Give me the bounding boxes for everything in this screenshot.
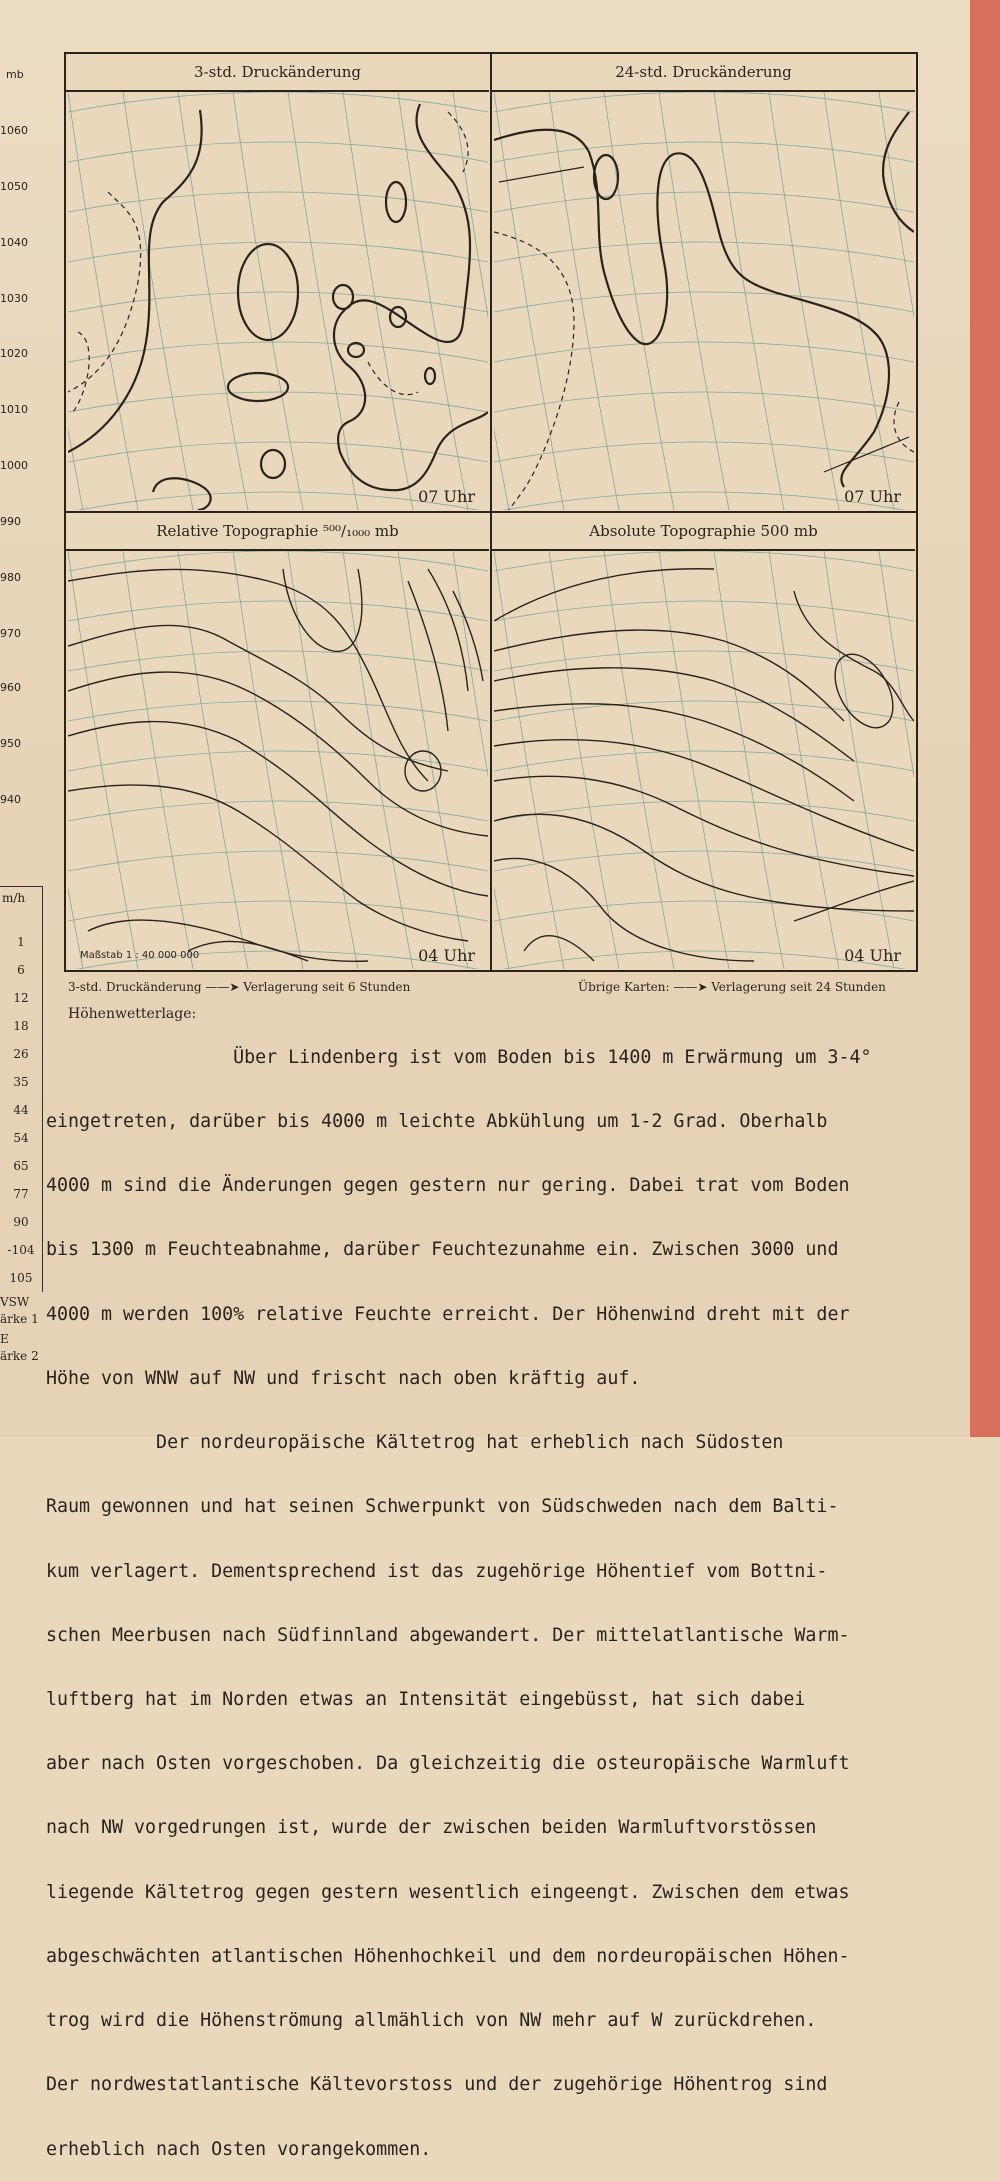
map-graticule bbox=[494, 551, 914, 969]
meridian-line bbox=[549, 551, 619, 969]
meridian-line bbox=[288, 551, 358, 969]
meridian-line bbox=[714, 551, 784, 969]
meridian-line bbox=[604, 92, 674, 510]
map-time: 04 Uhr bbox=[418, 946, 475, 965]
meridian-line bbox=[494, 92, 564, 510]
meridian-line bbox=[659, 551, 729, 969]
wind-row: 1 bbox=[17, 935, 25, 949]
meridian-line bbox=[68, 551, 138, 969]
parallel-line bbox=[494, 392, 914, 412]
meridian-line bbox=[714, 92, 784, 510]
text-line: eingetreten, darüber bis 4000 m leichte Abkühlung um 1-2 Grad. Oberhalb bbox=[46, 1111, 828, 1133]
text-line: 4000 m sind die Änderungen gegen gestern nur gering. Dabei trat vom Boden bbox=[46, 1175, 850, 1197]
text-line: luftberg hat im Norden etwas an Intensität eingebüsst, hat sich dabei bbox=[46, 1689, 806, 1710]
text-line: liegende Kältetrog gegen gestern wesentlich eingeengt. Zwischen dem etwas bbox=[46, 1881, 850, 1903]
text-line: Über Lindenberg ist vom Boden bis 1400 m Erwärmung um 3-4° bbox=[46, 1046, 872, 1068]
scale-tick: 1000 bbox=[0, 459, 28, 472]
text-line: Raum gewonnen und hat seinen Schwerpunkt von Südschweden nach dem Balti- bbox=[46, 1496, 839, 1518]
scale-tick: 960 bbox=[0, 681, 21, 694]
meridian-line bbox=[659, 92, 729, 510]
section-label: Höhenwetterlage: bbox=[68, 1006, 197, 1022]
map-graticule bbox=[494, 92, 914, 510]
meridian-line bbox=[879, 551, 914, 969]
meridian-line bbox=[178, 551, 248, 969]
caption-left: 3-std. Druckänderung ——➤ Verlagerung seit 6 Stunden bbox=[68, 980, 411, 994]
meridian-line bbox=[68, 551, 83, 969]
text-line: Höhe von WNW auf NW und frischt nach oben kräftig auf. bbox=[46, 1367, 641, 1389]
map-time: 07 Uhr bbox=[418, 487, 475, 506]
scale-tick: 1010 bbox=[0, 403, 28, 416]
scale-tick: 1050 bbox=[0, 180, 28, 193]
parallel-line bbox=[494, 92, 914, 112]
parallel-line bbox=[68, 851, 488, 871]
scale-tick: 990 bbox=[0, 515, 21, 528]
map-24h-pressure-change bbox=[492, 54, 915, 510]
text-line: kum verlagert. Dementsprechend ist das zugehörige Höhentief vom Bottni- bbox=[46, 1560, 828, 1582]
parallel-line bbox=[494, 292, 914, 312]
map-relative-topography bbox=[66, 513, 489, 969]
map-scale-note: Maßstab 1 : 40 000 000 bbox=[80, 950, 200, 961]
parallel-line bbox=[68, 901, 488, 921]
wind-row: 54 bbox=[13, 1131, 29, 1145]
scale-tick: 970 bbox=[0, 627, 21, 640]
map-24h-drawing bbox=[494, 92, 914, 510]
caption-right: Übrige Karten: ——➤ Verlagerung seit 24 Stunden bbox=[578, 980, 886, 994]
meridian-line bbox=[123, 551, 193, 969]
wind-row: 90 bbox=[13, 1215, 29, 1229]
text-line: nach NW vorgedrungen ist, wurde der zwischen beiden Warmluftvorstössen bbox=[46, 1817, 817, 1839]
wind-row: -104 bbox=[7, 1243, 35, 1257]
parallel-line bbox=[68, 801, 488, 821]
wind-table-header: m/h bbox=[2, 891, 26, 905]
wind-row: 26 bbox=[13, 1047, 29, 1061]
scale-tick: 1040 bbox=[0, 236, 28, 249]
wind-row: 44 bbox=[13, 1103, 29, 1117]
map-reltop-drawing bbox=[68, 551, 488, 969]
wind-legend-2: ärke 1 bbox=[0, 1312, 39, 1326]
scale-tick: 950 bbox=[0, 737, 21, 750]
meridian-line bbox=[233, 92, 303, 510]
map-3h-drawing bbox=[68, 92, 488, 510]
text-line: schen Meerbusen nach Südfinnland abgewandert. Der mittelatlantische Warm- bbox=[46, 1624, 850, 1646]
map-title: 24-std. Druckänderung bbox=[492, 54, 915, 92]
scale-tick: 1060 bbox=[0, 124, 28, 137]
wind-speed-table bbox=[0, 886, 43, 1292]
scale-tick: 1030 bbox=[0, 292, 28, 305]
wind-row: 6 bbox=[17, 963, 25, 977]
parallel-line bbox=[494, 751, 914, 771]
wind-row: 77 bbox=[13, 1187, 29, 1201]
map-graticule bbox=[68, 92, 488, 510]
scale-tick: 980 bbox=[0, 571, 21, 584]
parallel-line bbox=[68, 242, 488, 262]
meridian-line bbox=[453, 551, 488, 969]
map-time: 07 Uhr bbox=[844, 487, 901, 506]
map-3h-pressure-change bbox=[66, 54, 489, 510]
wind-legend-3: E bbox=[0, 1332, 9, 1346]
text-line: trog wird die Höhenströmung allmählich von NW mehr auf W zurückdrehen. bbox=[46, 2010, 817, 2032]
meridian-line bbox=[494, 92, 509, 510]
text-line: 4000 m werden 100% relative Feuchte erreicht. Der Höhenwind dreht mit der bbox=[46, 1303, 850, 1325]
parallel-line bbox=[494, 192, 914, 212]
parallel-line bbox=[494, 442, 914, 462]
parallel-line bbox=[494, 242, 914, 262]
scale-tick: 940 bbox=[0, 793, 21, 806]
parallel-line bbox=[494, 551, 914, 571]
map-graticule bbox=[68, 551, 488, 969]
pressure-scale bbox=[0, 0, 40, 880]
wind-row: 18 bbox=[13, 1019, 29, 1033]
meridian-line bbox=[494, 551, 564, 969]
parallel-line bbox=[68, 551, 488, 571]
meridian-line bbox=[604, 551, 674, 969]
parallel-line bbox=[68, 192, 488, 212]
parallel-line bbox=[68, 392, 488, 412]
map-abstop-drawing bbox=[494, 551, 914, 969]
parallel-line bbox=[494, 801, 914, 821]
wind-row: 65 bbox=[13, 1159, 29, 1173]
parallel-line bbox=[494, 342, 914, 362]
wind-row: 105 bbox=[9, 1271, 33, 1285]
text-line: bis 1300 m Feuchteabnahme, darüber Feuchtezunahme ein. Zwischen 3000 und bbox=[46, 1239, 839, 1261]
meridian-line bbox=[453, 92, 488, 510]
text-line: Der nordeuropäische Kältetrog hat erheblich nach Südosten bbox=[46, 1432, 784, 1454]
text-line: abgeschwächten atlantischen Höhenhochkeil und dem nordeuropäischen Höhen- bbox=[46, 1945, 850, 1967]
weather-maps bbox=[64, 52, 918, 972]
map-title: 3-std. Druckänderung bbox=[66, 54, 489, 92]
wind-legend-1: VSW bbox=[0, 1295, 30, 1309]
parallel-line bbox=[494, 851, 914, 871]
map-time: 04 Uhr bbox=[844, 946, 901, 965]
parallel-line bbox=[68, 342, 488, 362]
scale-tick: 1020 bbox=[0, 347, 28, 360]
parallel-line bbox=[494, 901, 914, 921]
map-title: Relative Topographie ⁵⁰⁰/₁₀₀₀ mb bbox=[66, 513, 489, 551]
text-line: aber nach Osten vorgeschoben. Da gleichzeitig die osteuropäische Warmluft bbox=[46, 1753, 850, 1775]
meridian-line bbox=[343, 551, 413, 969]
scale-unit: mb bbox=[6, 68, 24, 81]
map-absolute-topography bbox=[492, 513, 915, 969]
wind-row: 35 bbox=[13, 1075, 29, 1089]
meridian-line bbox=[398, 92, 468, 510]
parallel-line bbox=[68, 92, 488, 112]
text-line: Der nordwestatlantische Kältevorstoss und der zugehörige Höhentrog sind bbox=[46, 2074, 828, 2096]
map-title: Absolute Topographie 500 mb bbox=[492, 513, 915, 551]
weather-report-text bbox=[46, 1004, 981, 2181]
text-line: erheblich nach Osten vorangekommen. bbox=[46, 2138, 432, 2160]
wind-legend-4: ärke 2 bbox=[0, 1349, 39, 1363]
parallel-line bbox=[68, 701, 488, 721]
wind-row: 12 bbox=[13, 991, 29, 1005]
